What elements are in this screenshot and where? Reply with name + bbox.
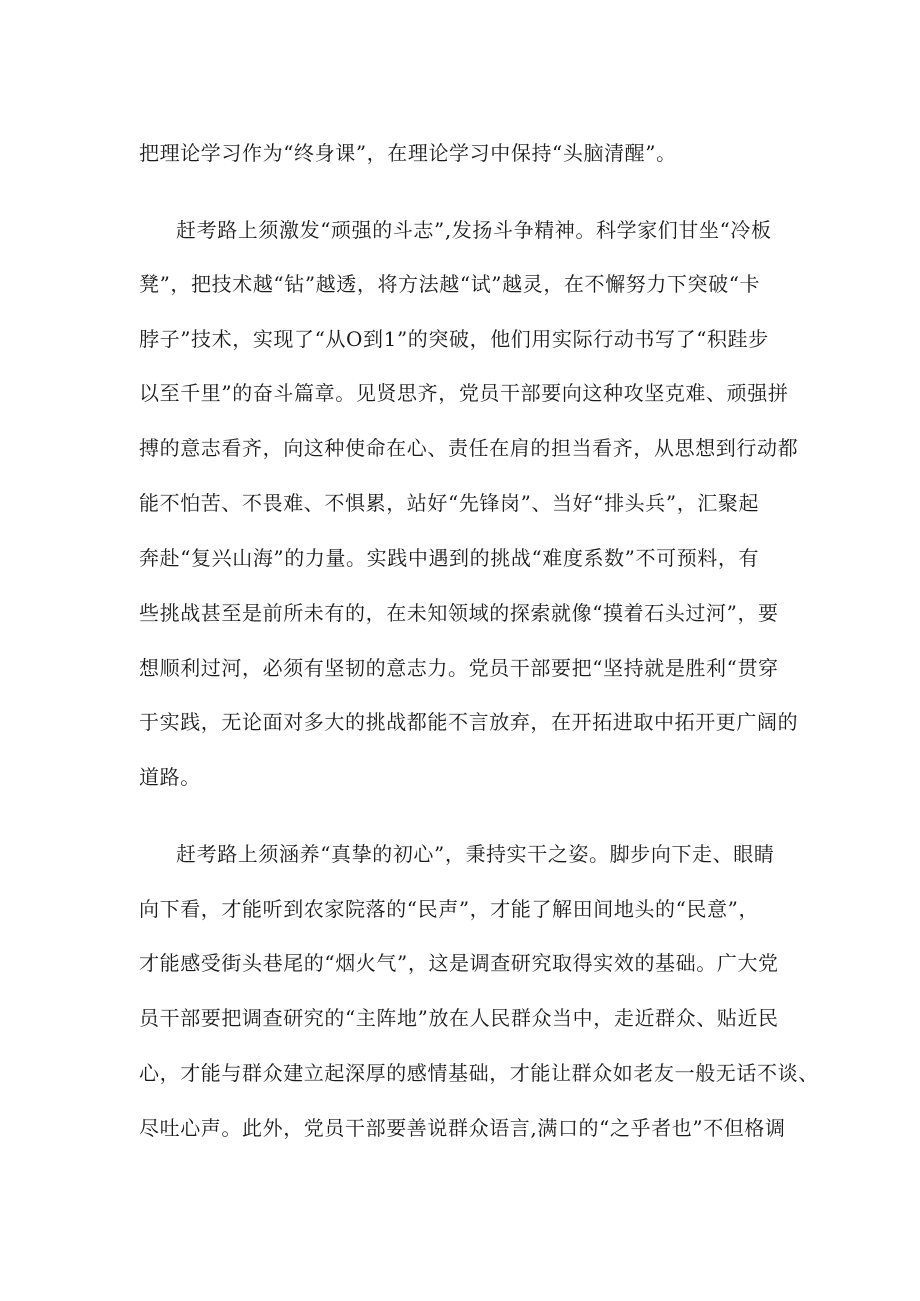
paragraph-line: 奔赴“复兴山海”的力量。实践中遇到的挑战“难度系数”不可预料，有 <box>139 546 760 570</box>
paragraph-line: 心，才能与群众建立起深厚的感情基础，才能让群众如老友一般无话不谈、 <box>139 1061 819 1085</box>
paragraph-line: 把理论学习作为“终身课”，在理论学习中保持“头脑清醒”。 <box>139 141 677 165</box>
paragraph-line: 向下看，才能听到农家院落的“民声”，才能了解田间地头的“民意”， <box>139 897 760 921</box>
paragraph-line: 于实践，无论面对多大的挑战都能不言放弃，在开拓进取中拓开更广阔的 <box>139 710 799 734</box>
paragraph-line: 脖子”技术，实现了“从O到1”的突破，他们用实际行动书写了“积跬步 <box>139 327 769 351</box>
paragraph-line: 些挑战甚至是前所未有的，在未知领域的探索就像“摸着石头过河”，要 <box>139 601 779 625</box>
paragraph-line: 尽吐心声。此外，党员干部要善说群众语言,满口的“之乎者也”不但格调 <box>139 1116 786 1140</box>
paragraph-line: 道路。 <box>139 765 201 789</box>
paragraph-line: 赶考路上须涵养“真挚的初心”，秉持实干之姿。脚步向下走、眼睛 <box>176 842 775 866</box>
paragraph-line: 员干部要把调查研究的“主阵地”放在人民群众当中，走近群众、贴近民 <box>139 1006 779 1030</box>
paragraph-line: 想顺利过河，必须有坚韧的意志力。党员干部要把“坚持就是胜利“贯穿 <box>139 656 779 680</box>
paragraph-line: 搏的意志看齐，向这种使命在心、责任在肩的担当看齐，从思想到行动都 <box>139 436 799 460</box>
paragraph-line: 以至千里”的奋斗篇章。见贤思齐，党员干部要向这种攻坚克难、顽强拼 <box>139 381 789 405</box>
paragraph-line: 能不怕苦、不畏难、不惧累，站好“先锋岗”、当好“排头兵”，汇聚起 <box>139 491 760 515</box>
paragraph-line: 才能感受街头巷尾的“烟火气”，这是调查研究取得实效的基础。广大党 <box>139 951 779 975</box>
paragraph-line: 赶考路上须激发“顽强的斗志”,发扬斗争精神。科学家们甘坐“冷板 <box>176 218 772 242</box>
paragraph-line: 凳”，把技术越“钻”越透，将方法越“试”越灵，在不懈努力下突破“卡 <box>139 272 761 296</box>
